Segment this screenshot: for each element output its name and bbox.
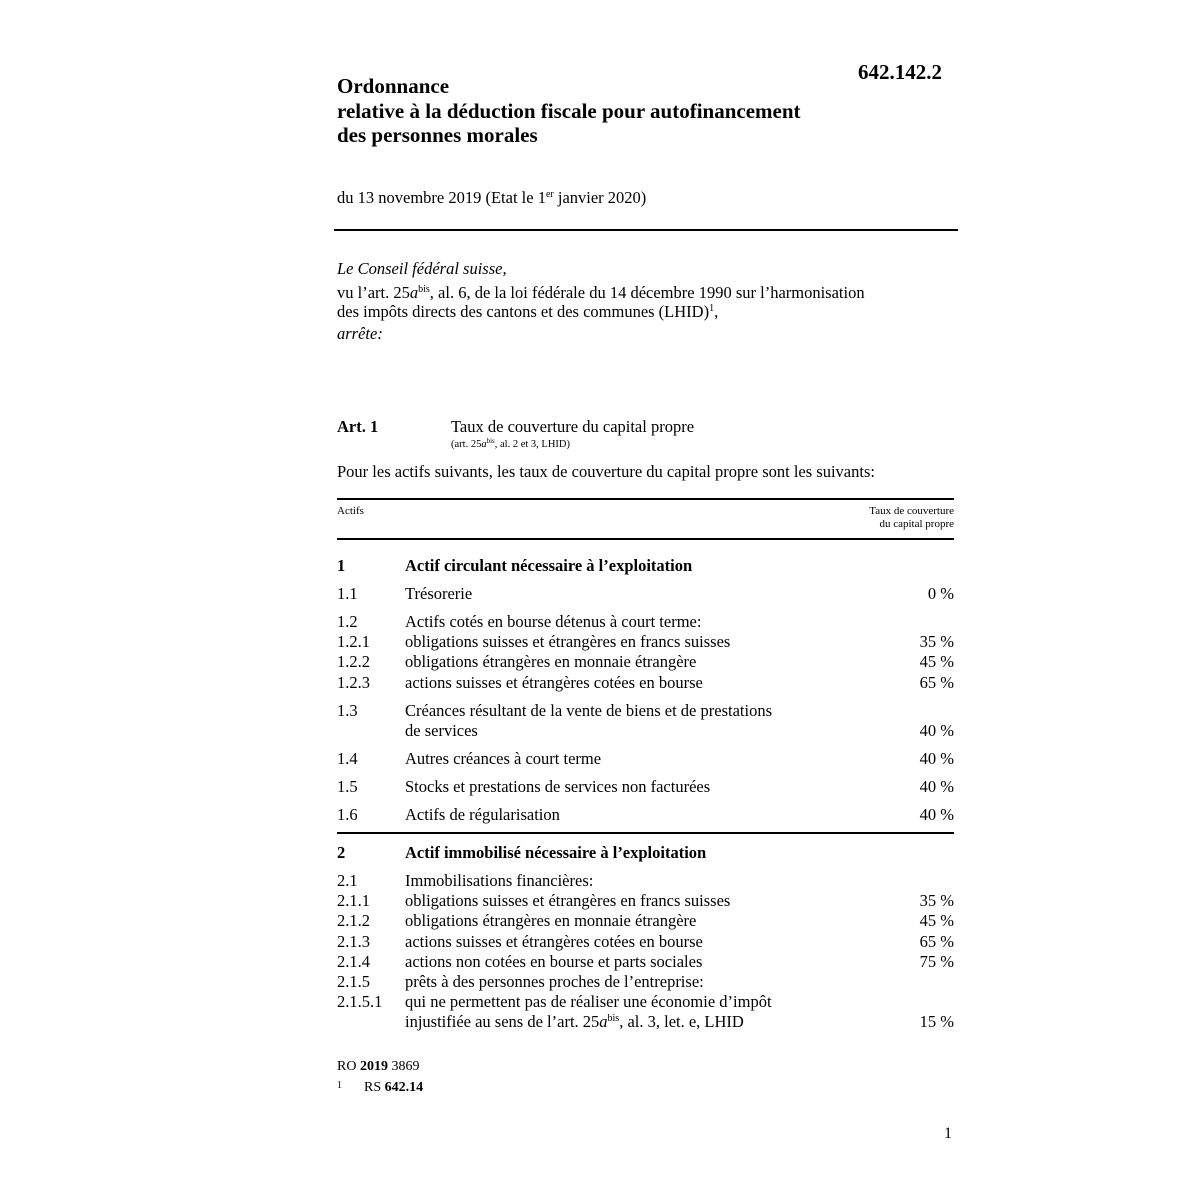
rs-prefix: RS [364,1080,385,1095]
column-header-rate-line: du capital propre [879,518,954,530]
date-superscript: er [545,189,554,200]
row-label: Actif circulant nécessaire à l’exploitation [405,556,693,575]
row-label: Stocks et prestations de services non facturées [405,777,711,796]
row-label: obligations suisses et étrangères en francs suisses [405,891,731,910]
row-label: qui ne permettent pas de réaliser une économie d’impôt [405,992,772,1011]
document-title [337,74,801,148]
row-number: 1.2.2 [337,652,370,671]
row-number: 1.3 [337,701,358,720]
row-label: Actifs cotés en bourse détenus à court terme: [405,612,702,631]
column-header-rate-line: Taux de couverture [869,505,954,517]
ro-page: 3869 [387,1059,420,1074]
last-row-bis: bis [607,1013,620,1024]
article-label: Art. 1 [337,417,379,436]
ref-text: (art. 25 [451,439,482,450]
systematic-number: 642.142.2 [858,60,942,84]
ref-text-end: , al. 2 et 3, LHID) [494,439,570,450]
row-number: 2.1 [337,871,358,890]
row-number: 1 [337,556,346,575]
column-header-rate [800,505,954,531]
row-number: 1.6 [337,805,358,824]
row-value: 40 % [919,749,954,768]
page-number: 1 [944,1125,952,1142]
row-label: Trésorerie [405,584,473,603]
preamble [337,259,957,348]
row-value: 65 % [919,932,954,951]
table-header-rule [337,538,954,540]
row-value: 75 % [919,952,954,971]
ro-prefix: RO [337,1059,360,1074]
row-value: 40 % [919,777,954,796]
row-label: prêts à des personnes proches de l’entreprise: [405,972,704,991]
row-value: 45 % [919,652,954,671]
row-label: obligations suisses et étrangères en francs suisses [405,632,731,651]
row-label: obligations étrangères en monnaie étrangère [405,911,697,930]
row-number: 1.1 [337,584,358,603]
row-value: 15 % [919,1012,954,1031]
row-label: actions non cotées en bourse et parts sociales [405,952,703,971]
row-label: Autres créances à court terme [405,749,602,768]
row-number: 2.1.1 [337,891,370,910]
title-line: des personnes morales [337,123,538,147]
row-number: 1.2.3 [337,673,370,692]
row-label: actions suisses et étrangères cotées en bourse [405,673,703,692]
row-number: 1.5 [337,777,358,796]
document-date [337,188,646,208]
row-number: 2.1.4 [337,952,370,971]
footnote-ref[interactable]: 1 [709,303,715,314]
row-number: 1.2 [337,612,358,631]
official-compilation-ref [337,1059,419,1075]
column-header-assets: Actifs [337,505,364,517]
decree-word: arrête: [337,324,383,343]
ro-year: 2019 [359,1059,388,1074]
ref-a: a [481,439,487,450]
legal-basis-line2: des impôts directs des cantons et des communes (LHID) [337,302,710,321]
row-label: obligations étrangères en monnaie étrangère [405,652,697,671]
footnote [337,1080,423,1096]
last-row-a: a [599,1012,608,1031]
legal-basis-end: , [714,302,719,321]
row-value: 35 % [919,891,954,910]
date-text-end: janvier 2020) [553,188,647,207]
footnote-number: 1 [337,1080,342,1091]
row-value: 40 % [919,805,954,824]
date-text: du 13 novembre 2019 (Etat le 1 [337,188,546,207]
row-label: Actifs de régularisation [405,805,560,824]
title-line: Ordonnance [337,74,450,98]
legal-basis [337,283,957,321]
council-line: Le Conseil fédéral suisse, [337,259,507,278]
row-value: 65 % [919,673,954,692]
row-number: 2.1.5 [337,972,370,991]
section-divider [337,832,954,834]
row-number: 2.1.3 [337,932,370,951]
row-label: actions suisses et étrangères cotées en bourse [405,932,703,951]
row-number: 1.4 [337,749,358,768]
legal-basis-text: vu l’art. 25 [337,283,410,302]
last-row-text-end: , al. 3, let. e, LHID [619,1012,744,1031]
row-number: 2.1.2 [337,911,370,930]
title-line: relative à la déduction fiscale pour autofinancement [337,98,801,123]
article-reference [451,439,570,450]
legal-basis-a: a [409,283,419,302]
row-value: 45 % [919,911,954,930]
row-value: 0 % [927,584,954,603]
last-row-text: injustifiée au sens de l’art. 25 [405,1012,600,1031]
row-number: 1.2.1 [337,632,370,651]
article-title: Taux de couverture du capital propre [451,417,695,436]
legal-basis-bis: bis [418,284,430,295]
row-label: de services [405,721,478,740]
row-label: Immobilisations financières: [405,871,594,890]
row-value: 40 % [919,721,954,740]
row-label: Actif immobilisé nécessaire à l’exploitation [405,843,707,862]
legal-basis-text-2: , al. 6, de la loi fédérale du 14 décembre 1990 sur l’harmonisation [429,283,865,302]
row-number: 2 [337,843,346,862]
row-label [405,1012,875,1033]
row-value: 35 % [919,632,954,651]
header-divider [334,229,958,231]
article-body: Pour les actifs suivants, les taux de couverture du capital propre sont les suivants: [337,462,875,481]
ref-bis: bis [486,437,495,445]
row-number: 2.1.5.1 [337,992,383,1011]
rs-number[interactable]: 642.14 [384,1080,424,1095]
row-label: Créances résultant de la vente de biens et de prestations [405,701,772,720]
table-top-rule [337,498,954,500]
